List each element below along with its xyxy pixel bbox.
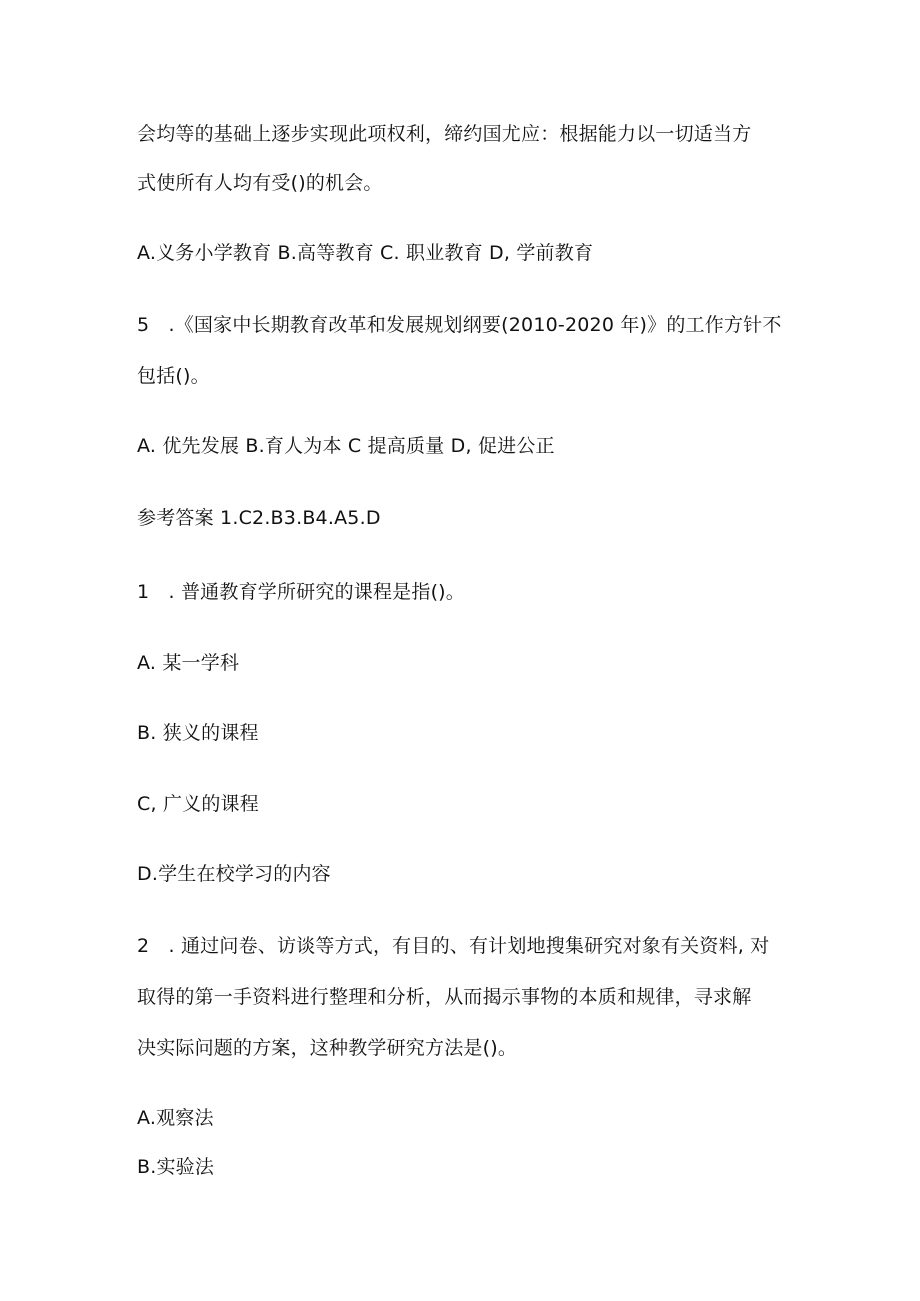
q2-option-b: B.实验法	[137, 1156, 215, 1178]
q5-options: A. 优先发展 B.育人为本 C 提高质量 D, 促进公正	[137, 435, 555, 457]
q1-option-d: D.学生在校学习的内容	[137, 863, 331, 885]
q2-stem-line-2: 取得的第一手资料进行整理和分析，从而揭示事物的本质和规律，寻求解	[137, 986, 752, 1008]
q1-option-b: B. 狭义的课程	[137, 722, 259, 744]
q1-stem: 1 . 普通教育学所研究的课程是指()。	[137, 581, 465, 603]
q4-stem-line-1: 会均等的基础上逐步实现此项权利，缔约国尤应：根据能力以一切适当方	[137, 123, 752, 145]
q5-stem-line-2: 包括()。	[137, 365, 210, 387]
q4-options: A.义务小学教育 B.高等教育 C. 职业教育 D, 学前教育	[137, 242, 594, 264]
q4-stem-line-2: 式使所有人均有受()的机会。	[137, 172, 383, 194]
q5-stem-line-1: 5 .《国家中长期教育改革和发展规划纲要(2010-2020 年)》的工作方针不	[137, 314, 782, 336]
q1-option-c: C, 广义的课程	[137, 793, 259, 815]
q2-stem-line-1: 2 . 通过问卷、访谈等方式，有目的、有计划地搜集研究对象有关资料, 对	[137, 935, 770, 957]
q2-stem-line-3: 决实际问题的方案，这种教学研究方法是()。	[137, 1037, 518, 1059]
q1-option-a: A. 某一学科	[137, 652, 240, 674]
q2-option-a: A.观察法	[137, 1107, 214, 1129]
answer-key: 参考答案 1.C2.B3.B4.A5.D	[137, 507, 381, 529]
